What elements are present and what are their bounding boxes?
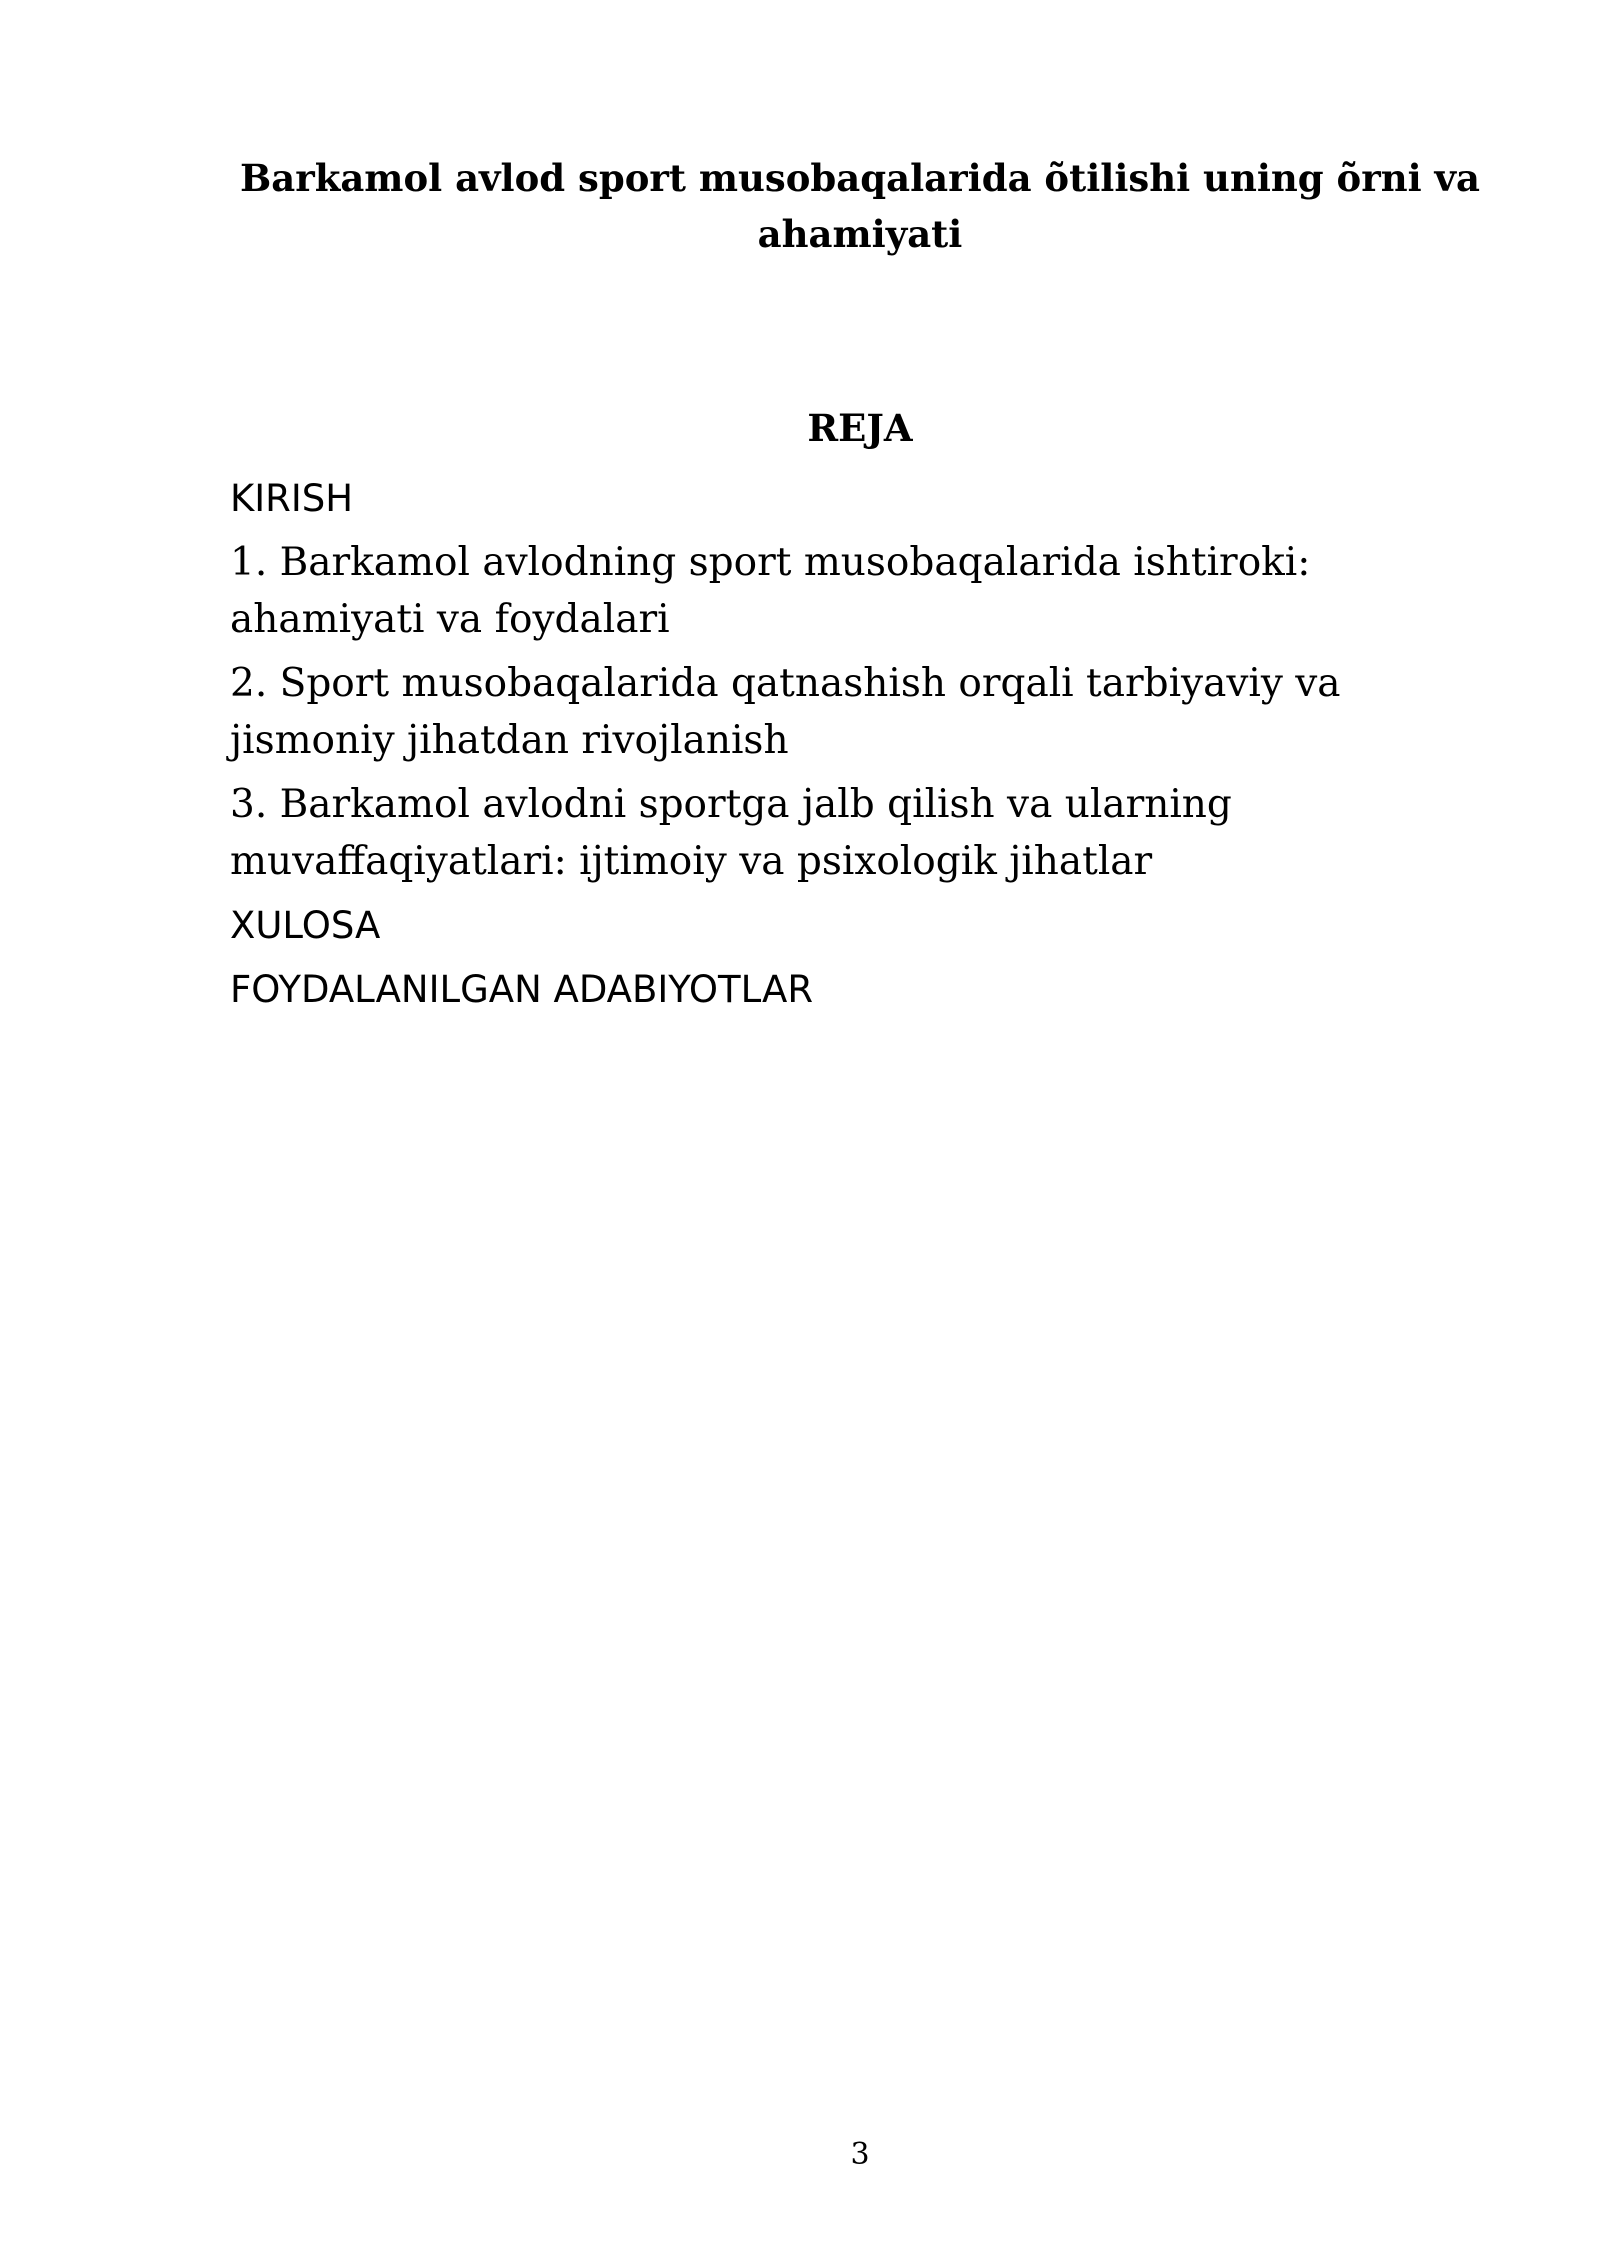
plan-list bbox=[230, 470, 1500, 1025]
plan-item-introduction: KIRISH bbox=[230, 477, 354, 520]
page-number: 3 bbox=[850, 2137, 870, 2172]
document-title: Barkamol avlod sport musobaqalarida õtilishi uning õrni va ahamiyati bbox=[239, 156, 1481, 256]
plan-item-1: 1. Barkamol avlodning sport musobaqalarida ishtiroki: ahamiyati va foydalari bbox=[230, 540, 1311, 642]
plan-item-conclusion: XULOSA bbox=[230, 904, 381, 947]
plan-heading: REJA bbox=[807, 406, 913, 450]
plan-item-3: 3. Barkamol avlodni sportga jalb qilish va ularning muvaffaqiyatlari: ijtimoiy va psixologik jihatlar bbox=[230, 782, 1232, 884]
plan-item-2: 2. Sport musobaqalarida qatnashish orqali tarbiyaviy va jismoniy jihatdan rivojlanish bbox=[230, 661, 1341, 763]
plan-item-references: FOYDALANILGAN ADABIYOTLAR bbox=[230, 968, 814, 1011]
